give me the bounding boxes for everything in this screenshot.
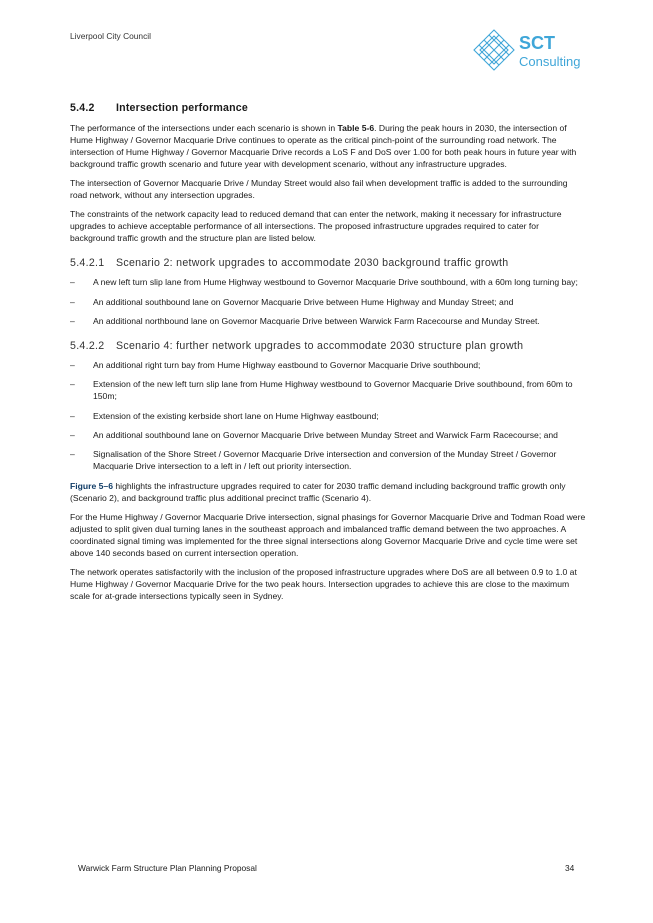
logo-word-consulting: Consulting [519,54,581,69]
table-reference: Table 5-6 [337,123,375,133]
logo-word-sct: SCT [519,33,555,53]
para-text: The performance of the intersections under each scenario is shown in [70,123,338,133]
footer-page-number: 34 [565,863,575,873]
section-heading [70,102,586,114]
dash-marker: – [70,410,75,421]
scenario-4-list [70,360,586,473]
paragraph-network-capacity: The constraints of the network capacity lead to reduced demand that can enter the network, making it necessary for infrastructure upgrades to achieve acceptable performance of all intersections. The proposed infrastructure upgrades required to cater for background traffic growth and the structure plan are listed below. [70,209,562,244]
scenario-4-heading [70,340,586,352]
list-item [70,430,586,442]
section-title: Intersection performance [116,102,248,114]
dash-marker: – [70,296,75,307]
dash-marker: – [70,359,75,370]
list-item [70,360,586,372]
list-item-text: A new left turn slip lane from Hume Highway westbound to Governor Macquarie Drive southbound, with a 60m long turning bay; [93,277,578,288]
dash-marker: – [70,277,75,288]
page-content [70,102,586,610]
dash-marker: – [70,379,75,390]
header-organisation: Liverpool City Council [70,31,151,41]
para-text: highlights the infrastructure upgrades required to cater for 2030 traffic demand including background traffic growth only (Scenario 2), and background traffic plus additional precinct traffic (Scenario 4). [70,480,566,503]
paragraph-signal-phasing: For the Hume Highway / Governor Macquarie Drive intersection, signal phasings for Governor Macquarie Drive and Todman Road were adjusted to split given dual turning lanes in the southeast approach and imbalanced traffic demand between the two approaches. A coordinated signal timing was implemented for the three signal intersections along Governor Macquarie Drive and cycle time were set above 140 seconds based on current intersection operation. [70,512,586,558]
subsection-number: 5.4.2.1 [70,257,105,270]
paragraph-munday-street: The intersection of Governor Macquarie Drive / Munday Street would also fail when development traffic is added to the surrounding road network, without any intersection upgrades. [70,178,568,201]
dash-marker: – [70,315,75,326]
list-item-text: An additional southbound lane on Governor Macquarie Drive between Munday Street and Warwick Farm Racecourse; and [93,430,558,440]
list-item [70,297,586,309]
paragraph-performance [70,123,586,171]
paragraph-figure-highlight [70,481,586,505]
list-item-text: An additional southbound lane on Governor Macquarie Drive between Hume Highway and Munday Street; and [93,296,514,307]
list-item-text: Extension of the existing kerbside short lane on Hume Highway eastbound; [93,410,379,421]
paragraph-network-operation: The network operates satisfactorily with the inclusion of the proposed infrastructure upgrades where DoS are all between 0.9 to 1.0 at Hume Highway / Governor Macquarie Drive for the two peak hours. Intersection upgrades to achieve this are close to the maximum scale for at-grade intersections typically seen in Sydney. [70,567,577,601]
list-item [70,316,586,328]
section-number: 5.4.2 [70,102,95,114]
list-item-text: Signalisation of the Shore Street / Governor Macquarie Drive intersection and conversion of the Munday Street / Governor Macquarie Drive intersection to a left in / left out priority intersection. [93,449,557,472]
list-item [70,379,586,403]
subsection-title: Scenario 4: further network upgrades to accommodate 2030 structure plan growth [116,339,524,352]
list-item [70,277,586,289]
list-item-text: An additional right turn bay from Hume Highway eastbound to Governor Macquarie Drive southbound; [93,359,481,370]
subsection-number: 5.4.2.2 [70,339,105,352]
para-text: . During the peak hours in 2030, the intersection of Hume Highway / Governor Macquarie Drive continues to operate as the critical pinch-point of the surrounding road network. The intersection of Hume Highway / Governor Macquarie Drive records a LoS F and DoS over 1.00 for both peak hours in future year with background traffic growth scenario and future year with development scenario, without any infrastructure upgrades. [70,123,577,169]
scenario-2-heading [70,257,586,269]
figure-reference: Figure 5–6 [70,480,113,491]
list-item-text: Extension of the new left turn slip lane from Hume Highway westbound to Governor Macquarie Drive southbound, from 60m to 150m; [93,379,573,402]
footer-document-title: Warwick Farm Structure Plan Planning Proposal [78,863,257,873]
sct-consulting-logo [472,28,587,72]
list-item [70,449,586,473]
subsection-title: Scenario 2: network upgrades to accommodate 2030 background traffic growth [116,257,509,270]
diamond-lattice-icon [472,28,587,72]
list-item [70,411,586,423]
dash-marker: – [70,449,75,460]
dash-marker: – [70,430,75,440]
list-item-text: An additional northbound lane on Governor Macquarie Drive between Warwick Farm Racecourse and Munday Street. [93,315,540,326]
scenario-2-list [70,277,586,328]
